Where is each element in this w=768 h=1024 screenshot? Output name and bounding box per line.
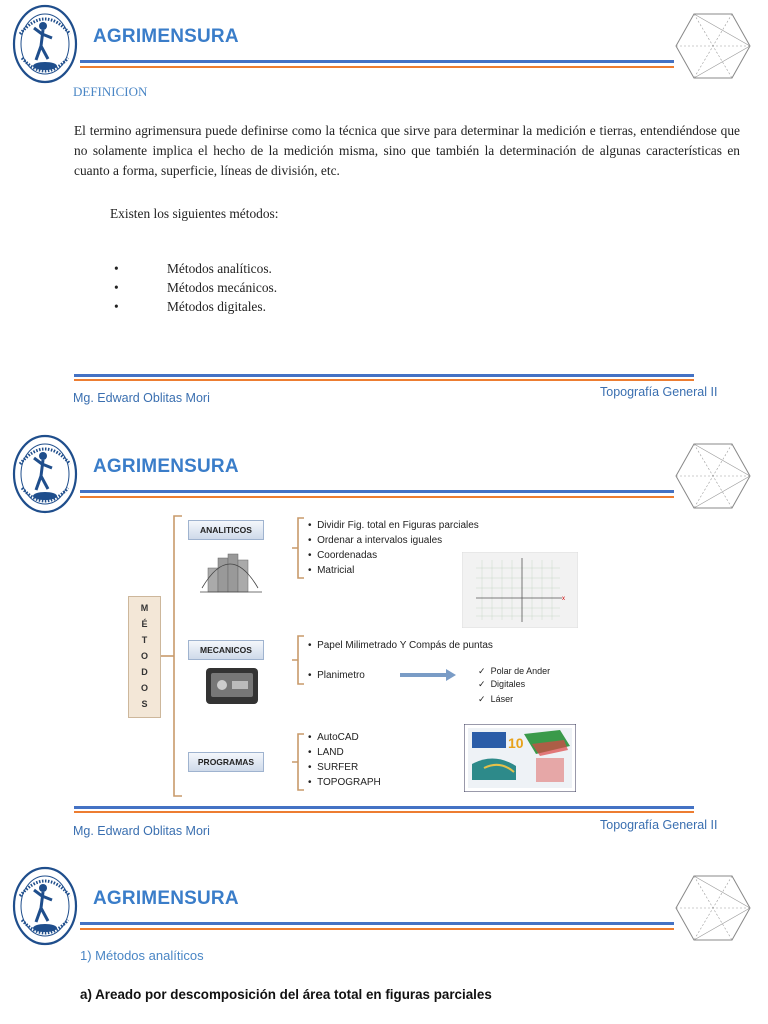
check-icon: ✓ [478, 679, 486, 689]
analiticos-item: • Matricial [308, 565, 355, 576]
slide-metodos-analiticos [0, 862, 768, 1024]
category-analiticos: ANALITICOS [188, 520, 264, 540]
hexagon-diagram-icon [674, 12, 752, 80]
section-subheading: 1) Métodos analíticos [80, 948, 204, 963]
metodos-letter: É [141, 619, 148, 629]
metodos-letter: O [140, 651, 148, 661]
footer-rule-orange [74, 811, 694, 813]
header-rule-blue [80, 60, 674, 63]
university-seal-icon [12, 434, 78, 514]
definition-paragraph: El termino agrimensura puede definirse como la técnica que sirve para determinar la medición e tierras, entendiéndose que no solamente implica el hecho de la medición misma, sino que también la determinación de algunas características en cuanto a forma, superficie, líneas de división, etc. [74, 123, 740, 178]
metodos-letter: T [141, 635, 148, 645]
header-rule-blue [80, 922, 674, 925]
list-item [110, 299, 277, 318]
svg-text:10: 10 [508, 735, 524, 751]
footer-author: Mg. Edward Oblitas Mori [73, 824, 210, 838]
list-item-label: Métodos mecánicos. [167, 280, 278, 295]
cartesian-grid-icon [462, 552, 578, 628]
footer-rule-orange [74, 379, 694, 381]
list-item [110, 280, 277, 299]
analiticos-item: • Dividir Fig. total en Figuras parciales [308, 520, 479, 531]
methods-intro: Existen los siguientes métodos: [110, 206, 279, 221]
metodos-letter: D [141, 667, 148, 677]
slide-title: AGRIMENSURA [93, 26, 239, 47]
svg-text:x: x [562, 596, 565, 602]
list-item-label: Métodos analíticos. [167, 261, 272, 276]
methods-list [110, 261, 277, 318]
planimeter-case-icon [204, 664, 260, 708]
histogram-icon [200, 548, 262, 596]
metodos-letter: O [140, 683, 148, 693]
check-icon: ✓ [478, 666, 486, 676]
slide-title: AGRIMENSURA [93, 456, 239, 477]
university-seal-icon [12, 4, 78, 84]
category-mecanicos: MECANICOS [188, 640, 264, 660]
slide-metodos-diagram [0, 430, 768, 850]
section-subheading: DEFINICION [73, 84, 148, 99]
mecanicos-subitem: ✓ Láser [478, 694, 514, 704]
analiticos-item: • Ordenar a intervalos iguales [308, 535, 443, 546]
programas-item: • LAND [308, 747, 344, 758]
slide-title: AGRIMENSURA [93, 888, 239, 909]
mecanicos-item: • Papel Milimetrado Y Compás de puntas [308, 640, 493, 651]
methods-diagram [128, 514, 578, 804]
footer-rule-blue [74, 374, 694, 377]
metodos-letter: S [141, 699, 148, 709]
hexagon-diagram-icon [674, 442, 752, 510]
category-programas: PROGRAMAS [188, 752, 264, 772]
hexagon-diagram-icon [674, 874, 752, 942]
header-rule-orange [80, 496, 674, 498]
list-item-label: Métodos digitales. [167, 299, 266, 314]
bullet-icon: • [114, 261, 119, 276]
metodos-vertical-box [128, 596, 161, 718]
footer-author: Mg. Edward Oblitas Mori [73, 391, 210, 405]
surfer-software-icon [464, 724, 576, 792]
programas-item: • TOPOGRAPH [308, 777, 381, 788]
mecanicos-subitem: ✓ Digitales [478, 679, 526, 689]
footer-course: Topografía General II [600, 818, 718, 832]
metodos-letter: M [140, 603, 149, 613]
university-seal-icon [12, 866, 78, 946]
mecanicos-subitem: ✓ Polar de Ander [478, 666, 551, 676]
slide-definicion [0, 0, 768, 420]
header-rule-blue [80, 490, 674, 493]
footer-rule-blue [74, 806, 694, 809]
list-item [110, 261, 277, 280]
check-icon: ✓ [478, 694, 486, 704]
item-a-heading: a) Areado por descomposición del área total en figuras parciales [80, 987, 492, 1002]
mecanicos-item: • Planimetro [308, 670, 365, 681]
programas-item: • AutoCAD [308, 732, 359, 743]
footer-course: Topografía General II [600, 385, 718, 399]
analiticos-item: • Coordenadas [308, 550, 378, 561]
header-rule-orange [80, 66, 674, 68]
programas-item: • SURFER [308, 762, 359, 773]
bullet-icon: • [114, 299, 119, 314]
header-rule-orange [80, 928, 674, 930]
bullet-icon: • [114, 280, 119, 295]
